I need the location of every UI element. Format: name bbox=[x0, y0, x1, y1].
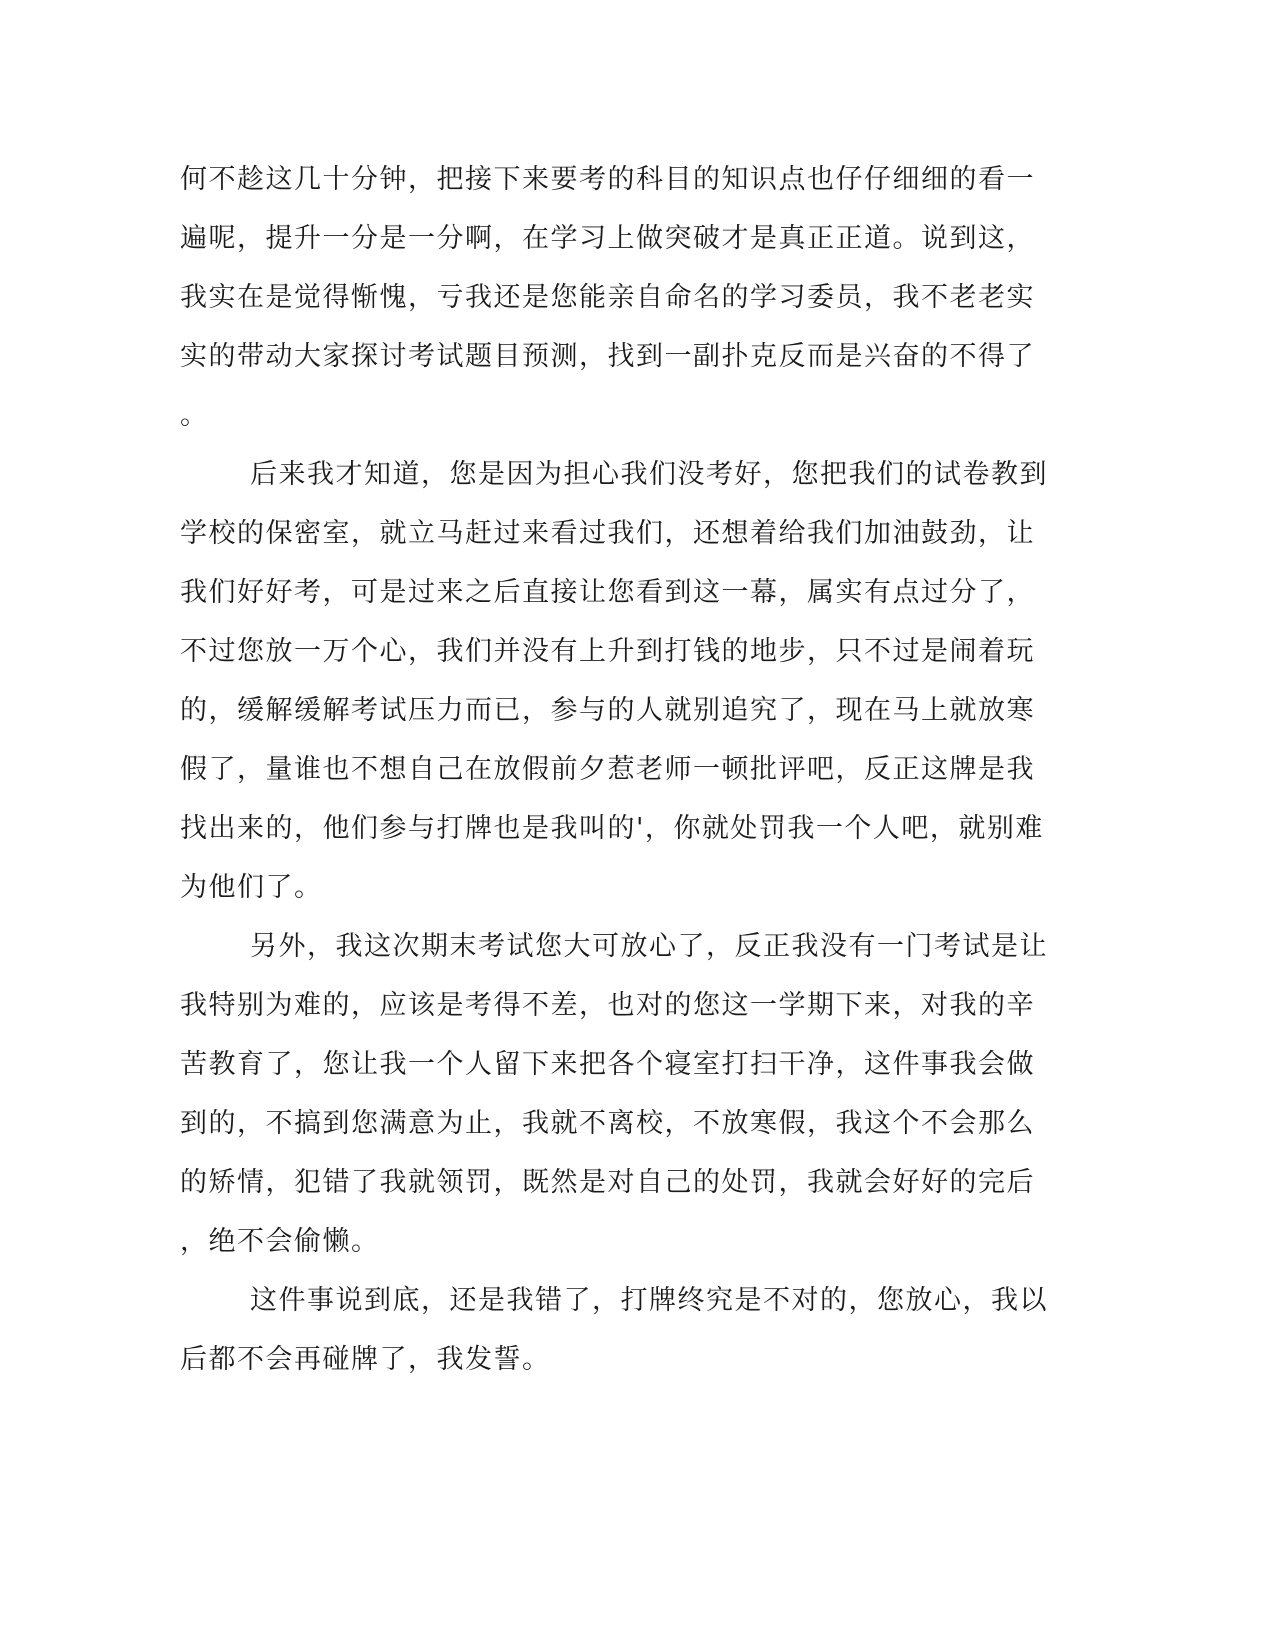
text-line: 为他们了。 bbox=[180, 872, 323, 903]
text-line: 找出来的，他们参与打牌也是我叫的'，你就处罚我一个人吧，就别难 bbox=[180, 813, 1044, 844]
text-line: 我实在是觉得惭愧，亏我还是您能亲自命名的学习委员，我不老老实 bbox=[180, 282, 1035, 313]
text-line: 何不趁这几十分钟，把接下来要考的科目的知识点也仔仔细细的看一 bbox=[180, 164, 1035, 195]
text-line: 学校的保密室，就立马赶过来看过我们，还想着给我们加油鼓劲，让 bbox=[180, 518, 1035, 549]
text-line: ，绝不会偷懒。 bbox=[180, 1226, 380, 1257]
paragraph-first-line: 另外，我这次期末考试您大可放心了，反正我没有一门考试是让 bbox=[250, 931, 1048, 962]
text-line: 假了，量谁也不想自己在放假前夕惹老师一顿批评吧，反正这牌是我 bbox=[180, 754, 1035, 785]
text-line: 。 bbox=[180, 400, 209, 431]
text-line: 遍呢，提升一分是一分啊，在学习上做突破才是真正正道。说到这， bbox=[180, 223, 1035, 254]
paragraph-first-line: 这件事说到底，还是我错了，打牌终究是不对的，您放心，我以 bbox=[250, 1285, 1048, 1316]
text-line: 不过您放一万个心，我们并没有上升到打钱的地步，只不过是闹着玩 bbox=[180, 636, 1035, 667]
paragraph-first-line: 后来我才知道，您是因为担心我们没考好，您把我们的试卷教到 bbox=[250, 459, 1048, 490]
text-line: 后都不会再碰牌了，我发誓。 bbox=[180, 1344, 551, 1375]
text-line: 实的带动大家探讨考试题目预测，找到一副扑克反而是兴奋的不得了 bbox=[180, 341, 1035, 372]
text-line: 到的，不搞到您满意为止，我就不离校，不放寒假，我这个不会那么 bbox=[180, 1108, 1035, 1139]
text-line: 苦教育了，您让我一个人留下来把各个寝室打扫干净，这件事我会做 bbox=[180, 1049, 1035, 1080]
text-line: 我们好好考，可是过来之后直接让您看到这一幕，属实有点过分了， bbox=[180, 577, 1035, 608]
text-line: 的，缓解缓解考试压力而已，参与的人就别追究了，现在马上就放寒 bbox=[180, 695, 1035, 726]
text-line: 我特别为难的，应该是考得不差，也对的您这一学期下来，对我的辛 bbox=[180, 990, 1035, 1021]
text-line: 的矫情，犯错了我就领罚，既然是对自己的处罚，我就会好好的完后 bbox=[180, 1167, 1035, 1198]
